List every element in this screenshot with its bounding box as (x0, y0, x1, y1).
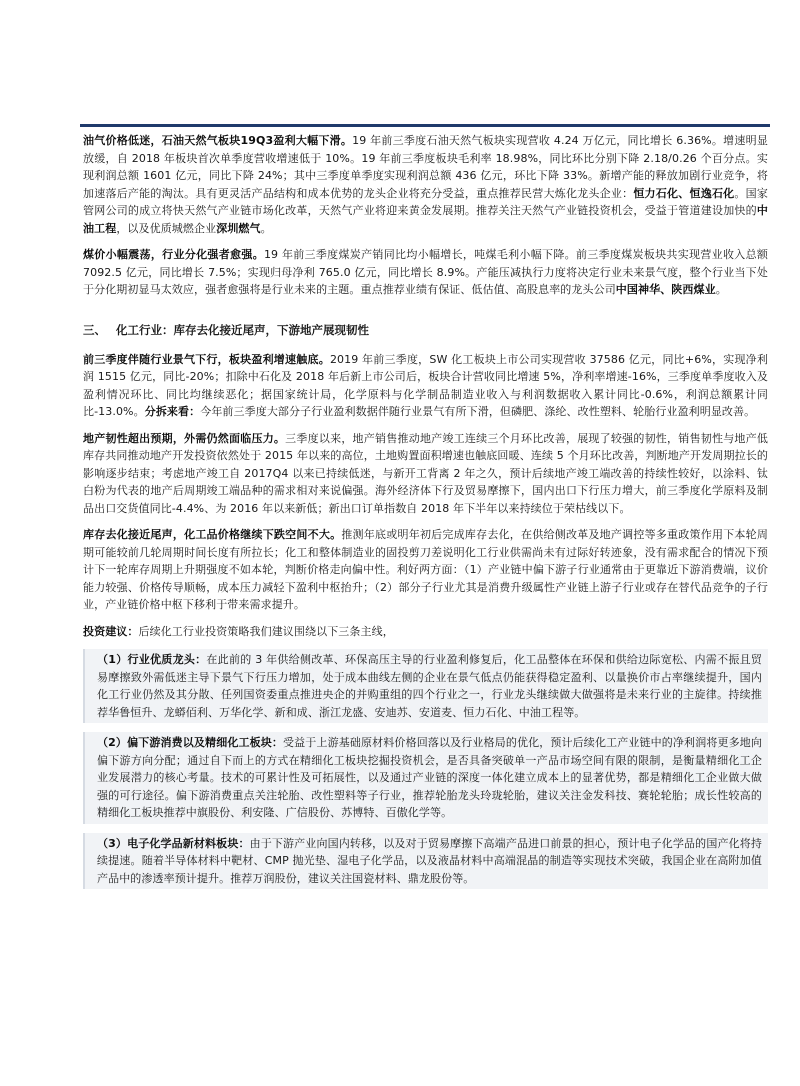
paragraph-text: 19 年前三季度煤炭产销同比均小幅增长，吨煤毛利小幅下降。前三季度煤炭板块共实现营业收入总额 7092.5 亿元，同比增长 7.5%；实现归母净利 765.0 亿元，同比增长 8.9%。产能压减执行力度将决定行业未来景气度，整个行业当下处于分化期初显马太效应，强者愈强将是行业未来的主题。重点推荐业绩有保证、低估值、高股息率的龙头公司 (83, 248, 768, 296)
boxed-text: 由于下游产业向国内转移，以及对于贸易摩擦下高端产品进口前景的担心，预计电子化学品的国产化将持续提速。随着半导体材料中靶材、CMP 抛光垫、湿电子化学品，以及液晶材料中高端混晶的制造等实现技术突破，我国企业在高附加值产品中的渗透率预计提升。推荐万润股份，建议关注国瓷材料、鼎龙股份等。 (97, 836, 762, 885)
paragraph-lead: 库存去化接近尾声，化工品价格继续下跌空间不大。 (83, 528, 342, 541)
paragraph-text: 。 (715, 283, 727, 296)
paragraph-real-estate (83, 430, 768, 518)
boxed-paragraph (97, 732, 762, 824)
paragraph-earnings (83, 351, 768, 421)
paragraph-inventory (83, 526, 768, 614)
boxed-item-electronic-chemicals (83, 833, 768, 890)
paragraph-text: 。国家管网公司的成立将快天然气产业链市场化改革，天然气产业将迎来黄金发展期。推荐关注天然气产业链投资机会，受益于管道建设加快的 (83, 186, 768, 217)
paragraph-lead: 前三季度伴随行业景气下行，板块盈利增速触底。 (83, 352, 330, 366)
paragraph-oil-gas (83, 132, 768, 237)
highlight-companies: 恒力石化、恒逸石化 (633, 186, 735, 200)
boxed-paragraph (97, 833, 762, 890)
boxed-item-leaders (83, 649, 768, 723)
section-heading-chemicals (83, 321, 768, 339)
paragraph-text: ，以及优质城燃企业 (116, 221, 217, 235)
document-body (83, 132, 768, 898)
paragraph-text: 三季度以来，地产销售推动地产竣工连续三个月环比改善，展现了较强的韧性，销售韧性与地产低库存共同推动地产开发投资依然处于 2015 年以来的高位，土地购置面积增速也触底回暖、连续 5 个月环比改善，判断地产开发周期拉长的影响逐步结束；考虑地产竣工自 2017Q4 以来已持续低迷，与新开工背离 2 年之久，预计后续地产竣工端改善的持续性较好，以涂料、钛白粉为代表的地产后周期竣工端品种的需求相对来说偏强。海外经济体下行及贸易摩擦下，国内出口下行压力增大，前三季度化学原料及制品出口交货值同比-4.4%、为 2016 年以来新低；新出口订单指数自 2018 年下半年以来持续位于荣枯线以下。 (83, 431, 768, 515)
boxed-lead: （1）行业优质龙头： (97, 653, 207, 666)
paragraph-lead: 地产韧性超出预期，外需仍然面临压力。 (83, 431, 286, 445)
highlight-companies: 中国神华、陕西煤业 (615, 283, 716, 296)
boxed-lead: （3）电子化学品新材料板块： (97, 836, 250, 850)
highlight-company: 深圳燃气 (216, 221, 261, 235)
paragraph-lead: 油气价格低迷，石油天然气板块19Q3盈利大幅下滑。 (83, 134, 353, 147)
paragraph-text: 今年前三季度大部分子行业盈利数据伴随行业景气有所下滑，但磷肥、涤纶、改性塑料、轮胎行业盈利明显改善。 (200, 405, 756, 418)
section-title-text: 化工行业：库存去化接近尾声，下游地产展现韧性 (116, 322, 369, 337)
paragraph-lead: 煤价小幅震荡，行业分化强者愈强。 (83, 248, 264, 261)
section-number: 三、 (83, 322, 106, 337)
paragraph-text: 推测年底或明年初后完成库存去化，在供给侧改革及地产调控等多重政策作用下本轮周期可能较前几轮周期时间长度有所拉长；化工和整体制造业的固投剪刀差说明化工行业供需尚未有过际好转迹象，没有需求配合的情况下预计下一轮库存周期上升期强度不如本轮，判断价格走向偏中性。利好两方面：（1）产业链中偏下游子行业通常由于更靠近下游消费端，议价能力较强、价格传导顺畅，成本压力减轻下盈利中枢抬升；（2）部分子行业尤其是消费升级属性产业链上游子行业或存在替代品竞争的子行业，产业链价格中枢下移利于带来需求提升。 (83, 528, 768, 611)
paragraph-coal (83, 246, 768, 299)
paragraph-text: 。 (260, 221, 272, 235)
paragraph-sublead: 分拆来看： (144, 405, 201, 418)
header-rule (80, 124, 770, 127)
boxed-paragraph (97, 649, 762, 723)
boxed-text: 在此前的 3 年供给侧改革、环保高压主导的行业盈利修复后，化工品整体在环保和供给边际宽松、内需不振且贸易摩擦致外需低迷主导下景气下行压力增加，处于成本曲线左侧的企业在景气低点仍能获得稳定盈利、以量换价市占率继续提升，国内化工行业仍然及其分散、任列国资委重点推进央企的并购重组的四个行业之一，行业龙头继续做大做强将是未来行业的主旋律。持续推荐华鲁恒升、龙蟒佰利、万华化学、新和成、浙江龙盛、安迪苏、安道麦、恒力石化、中油工程等。 (97, 653, 762, 719)
boxed-text: 受益于上游基础原材料价格回落以及行业格局的优化，预计后续化工产业链中的净利润将更多地向偏下游方向分配；通过自下而上的方式在精细化工板块挖掘投资机会，是否具备突破单一产品市场空间有限的限制，是衡量精细化工企业发展潜力的核心考量。技术的可累计性及可拓展性，以及通过产业链的深度一体化建立成本上的显著优势，都是精细化工企业做大做强的可行途径。偏下游消费重点关注轮胎、改性塑料等子行业，推荐轮胎龙头玲珑轮胎，建议关注金发科技、赛轮轮胎；成长性较高的精细化工板块推荐中旗股份、利安隆、广信股份、苏博特、百傲化学等。 (97, 736, 762, 819)
boxed-lead: （2）偏下游消费以及精细化工板块： (97, 736, 284, 749)
paragraph-lead: 投资建议： (83, 624, 139, 638)
highlight-company: 中油工程 (83, 204, 768, 235)
boxed-item-downstream (83, 732, 768, 824)
paragraph-text: 19 年前三季度石油天然气板块实现营收 4.24 万亿元，同比增长 6.36%。增速明显放缓，自 2018 年板块首次单季度营收增速低于 10%。19 年前三季度板块毛利率 18.98%，同比环比分别下降 2.18/0.26 个百分点。实现利润总额 1601 亿元，同比下降 24%；其中三季度单季度实现利润总额 436 亿元，环比下降 33%。新增产能的释放加剧行业竞争，将加速落后产能的淘汰。具有更灵活产品结构和成本优势的龙头企业将充分受益，重点推荐民营大炼化龙头企业： (83, 134, 768, 200)
paragraph-text: 2019 年前三季度，SW 化工板块上市公司实现营收 37586 亿元，同比+6%，实现净利润 1515 亿元，同比-20%；扣除中石化及 2018 年后新上市公司后，板块合计营收同比增速 5%，净利率增速-16%，三季度单季度收入及盈利情况环比、同比均继续恶化；据国家统计局，化学原料与化学制品制造业收入与利润数据收入累计同比-0.6%，利润总额累计同比-13.0%。 (83, 352, 768, 418)
paragraph-text: 后续化工行业投资策略我们建议围绕以下三条主线， (138, 624, 394, 638)
paragraph-investment-advice (83, 623, 768, 641)
